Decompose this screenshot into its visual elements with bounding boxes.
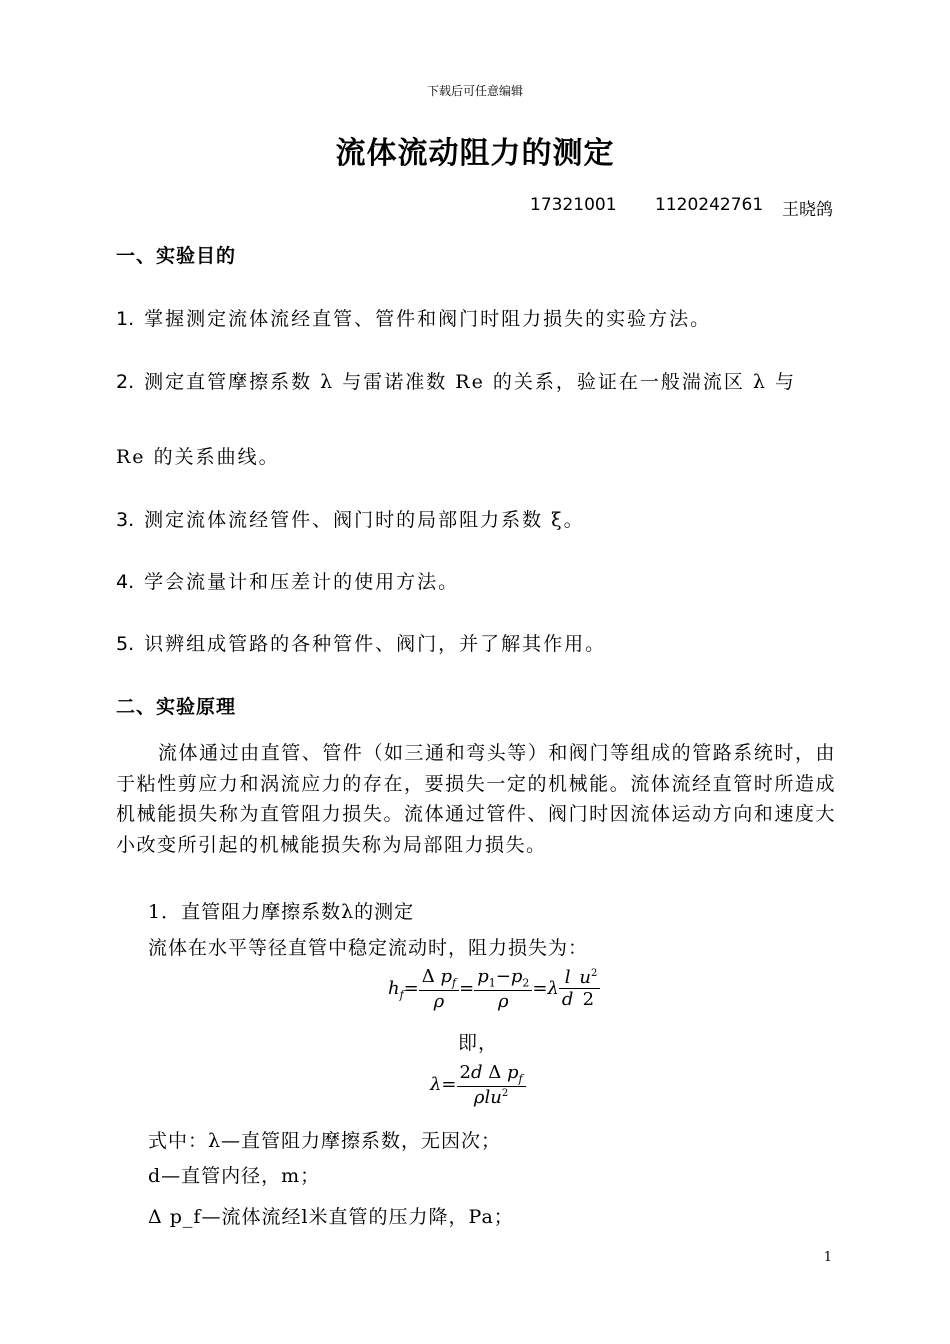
author-id-2: 1120242761 [655,195,764,215]
author-name: 王晓鸽 [782,200,833,220]
objective-item-4 [116,567,459,594]
document-title: 流体流动阻力的测定 [335,136,615,171]
objective-item-2 [116,367,796,394]
item-text: 识辨组成管路的各种管件、阀门，并了解其作用。 [144,633,607,655]
definition-pressure-drop: Δ p_f—流体流经l米直管的压力降，Pa； [148,1206,514,1228]
subsection-heading: 1．直管阻力摩擦系数λ的测定 [148,901,415,923]
item-text: 学会流量计和压差计的使用方法。 [144,571,460,593]
formula-intro: 流体在水平等径直管中稳定流动时，阻力损失为： [148,937,589,959]
section-heading-objectives: 一、实验目的 [116,245,237,267]
item-text: 测定流体流经管件、阀门时的局部阻力系数 ξ。 [144,509,585,531]
equation-head-loss: $h_f=$ $\frac{\Delta p_f}{\rho}$ = $\frac{p_1-p_2}{\rho}$ =λ $\frac{l}{d}$ $\frac{u^2}{2}$ [388,966,600,1012]
item-number: 4. [116,571,135,593]
section-heading-principles: 二、实验原理 [116,696,237,718]
objective-item-5 [116,629,606,656]
ie-label: 即， [458,1032,499,1054]
objective-item-2-continued [116,442,280,469]
item-number: 5. [116,633,135,655]
item-text: 测定直管摩擦系数 λ 与雷诺准数 Re 的关系，验证在一般湍流区 λ 与 [144,371,797,393]
page-header: 下载后可任意编辑 [426,84,523,98]
item-number: 1. [116,308,135,330]
page-number: 1 [823,1250,832,1265]
item-number: 2. [116,371,135,393]
definition-diameter: d—直管内径，m； [148,1165,321,1187]
author-id-1: 17321001 [530,195,617,215]
objective-item-3 [116,505,585,532]
definition-lambda: 式中：λ—直管阻力摩擦系数，无因次； [148,1130,502,1152]
item-text: 掌握测定流体流经直管、管件和阀门时阻力损失的实验方法。 [144,308,712,330]
equation-lambda: λ= $\frac{2d \Delta p_f}{\rho lu^2}$ [430,1062,526,1108]
item-number: 3. [116,509,135,531]
principle-paragraph: 流体通过由直管、管件（如三通和弯头等）和阀门等组成的管路系统时，由于粘性剪应力和涡流应力的存在，要损失一定的机械能。流体流经直管时所造成机械能损失称为直管阻力损失。流体通过管件、阀门时因流体运动方向和速度大小改变所引起的机械能损失称为局部阻力损失。 [116,742,836,856]
objective-item-1 [116,304,711,331]
item-text: Re 的关系曲线。 [116,446,280,468]
